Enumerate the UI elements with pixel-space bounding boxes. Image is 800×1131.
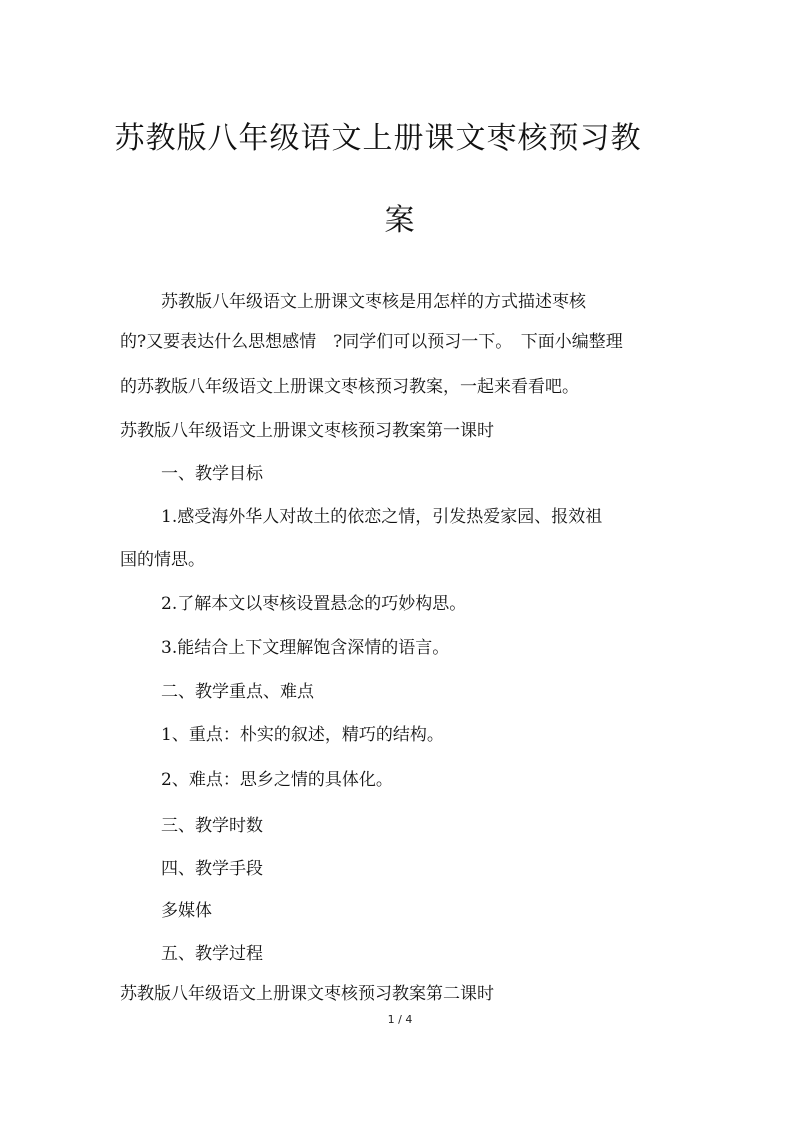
intro-line-2: 的?又要表达什么思想感情 ?同学们可以预习一下。 下面小编整理 [120,332,623,352]
keypoints-heading: 二、教学重点、难点 [161,682,314,702]
page-indicator: 1 / 4 [387,1013,413,1026]
goals-heading: 一、教学目标 [161,464,263,484]
goal-2: 2.了解本文以枣核设置悬念的巧妙构思。 [161,594,467,614]
hours-heading: 三、教学时数 [161,816,263,836]
intro-line-3: 的苏教版八年级语文上册课文枣核预习教案，一起来看看吧。 [120,377,579,397]
means-heading: 四、教学手段 [161,859,263,879]
keypoint-2: 2、难点：思乡之情的具体化。 [161,770,393,790]
keypoint-1: 1、重点：朴实的叙述，精巧的结构。 [161,725,444,745]
intro-line-1: 苏教版八年级语文上册课文枣核是用怎样的方式描述枣核 [161,292,586,312]
goal-1-line-2: 国的情思。 [120,550,205,570]
document-title-line-2: 案 [384,203,416,238]
goal-3: 3.能结合上下文理解饱含深情的语言。 [161,638,450,658]
section-2-heading: 苏教版八年级语文上册课文枣核预习教案第二课时 [120,984,494,1004]
section-1-heading: 苏教版八年级语文上册课文枣核预习教案第一课时 [120,421,494,441]
means-value: 多媒体 [161,901,212,921]
process-heading: 五、教学过程 [161,944,263,964]
document-title-line-1: 苏教版八年级语文上册课文枣核预习教 [114,121,642,156]
goal-1-line-1: 1.感受海外华人对故土的依恋之情，引发热爱家园、报效祖 [161,507,603,527]
